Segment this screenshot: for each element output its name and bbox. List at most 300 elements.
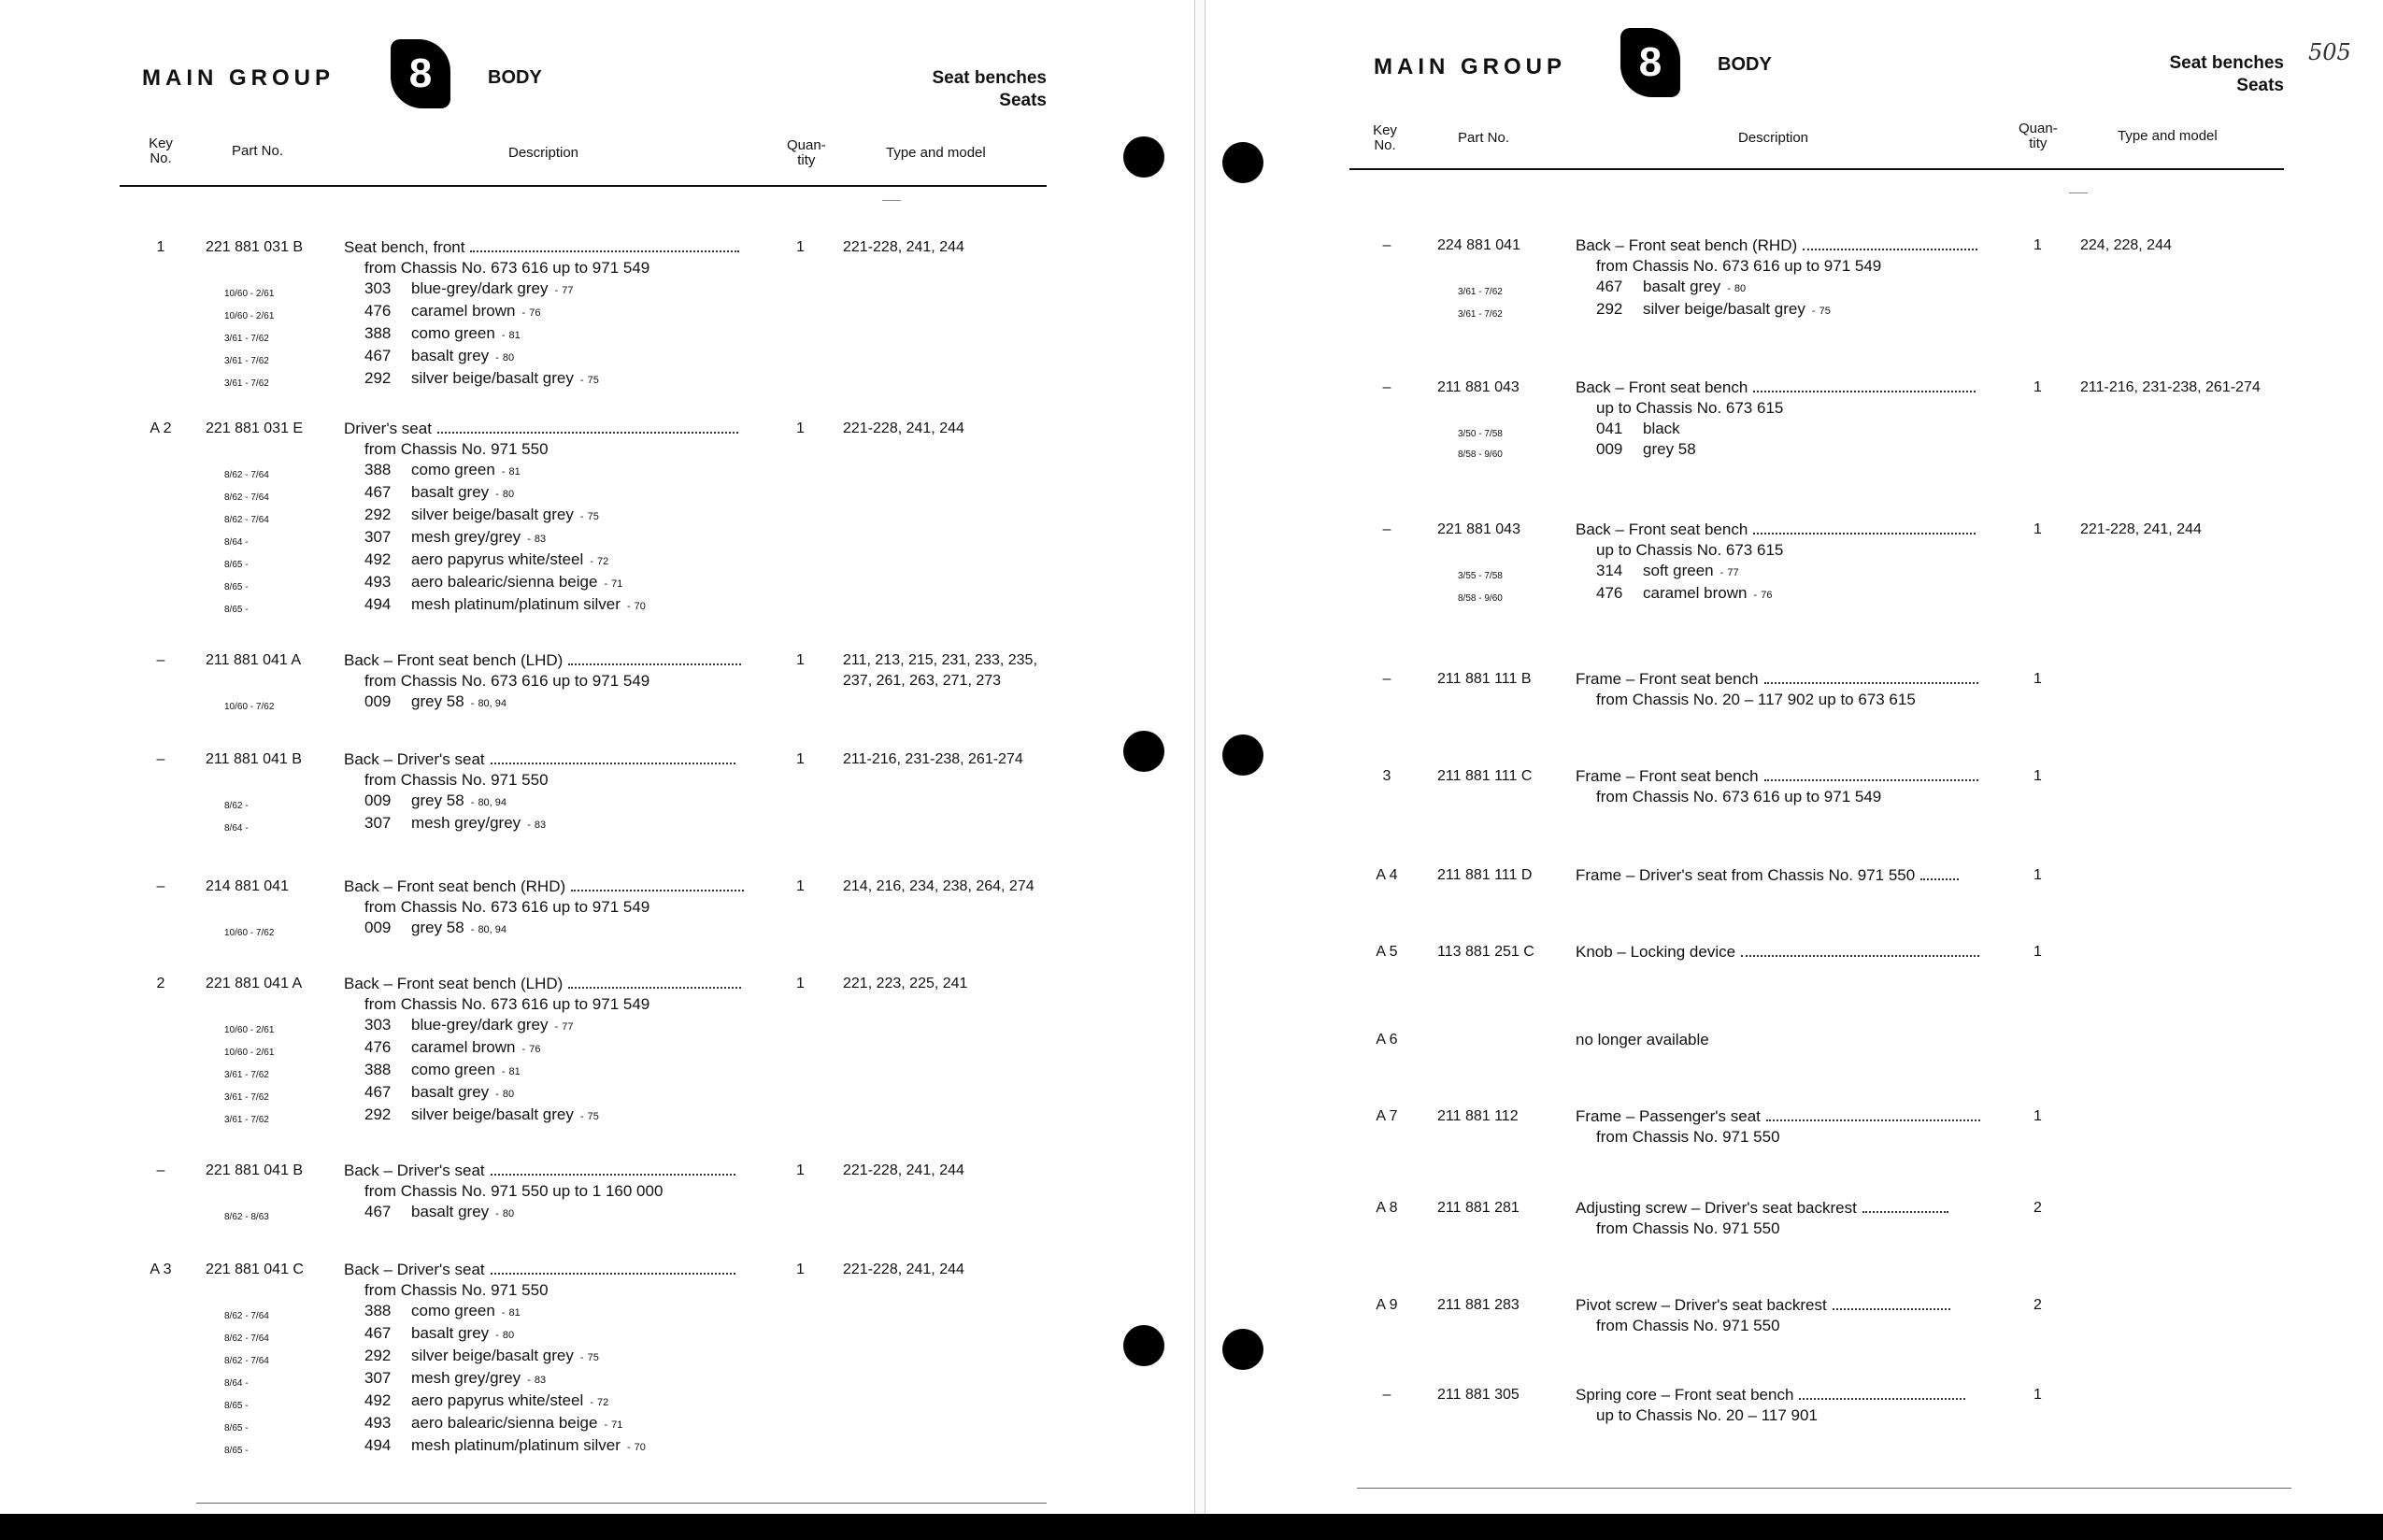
color-variant <box>224 482 768 505</box>
color-year-separator: - <box>498 466 506 478</box>
header-rule <box>1349 168 2284 170</box>
color-variant <box>1458 583 2002 606</box>
section-title-line: Seat benches <box>2169 53 2284 73</box>
part-description <box>1576 1385 2002 1426</box>
color-year: 81 <box>508 466 521 478</box>
description-text: Back – Front seat bench (RHD) <box>1576 236 1798 254</box>
color-code: 467 <box>364 1324 392 1342</box>
description-text: Back – Front seat bench <box>1576 520 1748 538</box>
color-variant <box>224 549 768 572</box>
leader-dots <box>491 1174 735 1176</box>
handwritten-page-number: 505 <box>2308 39 2351 65</box>
part-number: 221 881 041 A <box>206 976 303 991</box>
key-number: – <box>156 878 165 894</box>
color-year: 81 <box>508 1307 521 1319</box>
color-code: 303 <box>364 279 392 297</box>
color-year-separator: - <box>623 601 631 612</box>
color-year: 76 <box>1761 590 1773 601</box>
color-year: 75 <box>587 511 599 522</box>
key-number: A 6 <box>1376 1032 1398 1048</box>
part-number: 224 881 041 <box>1437 237 1520 253</box>
description-text: Pivot screw – Driver's seat backrest <box>1576 1296 1827 1314</box>
description-line <box>1576 520 2002 540</box>
key-number: A 5 <box>1376 944 1398 960</box>
leader-dots <box>1753 391 1976 392</box>
chassis-range: up to Chassis No. 673 615 <box>1596 541 1784 559</box>
color-name: aero papyrus white/steel <box>411 1391 584 1409</box>
quantity: 1 <box>796 1262 805 1277</box>
part-description <box>1576 1030 2002 1050</box>
variant-dates: 8/62 - 7/64 <box>224 1333 269 1344</box>
part-number: 211 881 111 C <box>1437 768 1533 784</box>
variant-dates: 10/60 - 2/61 <box>224 1048 275 1058</box>
variant-dates: 8/62 - 7/64 <box>224 1311 269 1321</box>
color-year-separator: - <box>1750 590 1758 601</box>
color-code: 292 <box>364 506 392 523</box>
description-line <box>344 1161 768 1181</box>
catalog-page-left <box>0 0 1194 1514</box>
color-variant <box>224 1390 768 1413</box>
color-year: 75 <box>587 1111 599 1122</box>
color-name: basalt grey <box>411 483 490 501</box>
color-variant <box>224 1346 768 1368</box>
leader-dots <box>1764 682 1979 684</box>
color-variant <box>1458 299 2002 321</box>
chassis-range: from Chassis No. 673 616 up to 971 549 <box>1596 257 1882 275</box>
color-variant <box>224 278 768 301</box>
variant-dates: 8/65 - <box>224 1401 249 1411</box>
key-number: 3 <box>1382 768 1391 784</box>
part-number: 221 881 031 B <box>206 239 304 255</box>
variant-dates: 8/64 - <box>224 1378 249 1389</box>
variant-dates: 3/61 - 7/62 <box>1458 287 1503 297</box>
color-code: 467 <box>364 1203 392 1220</box>
color-variant <box>224 346 768 368</box>
chassis-range: up to Chassis No. 673 615 <box>1596 399 1784 417</box>
color-code: 388 <box>364 324 392 342</box>
quantity: 1 <box>796 652 805 668</box>
color-variant <box>224 572 768 594</box>
leader-dots <box>491 763 735 764</box>
chassis-range: from Chassis No. 673 616 up to 971 549 <box>364 995 650 1013</box>
color-name: como green <box>411 1302 495 1319</box>
description-line <box>1576 1106 2002 1127</box>
color-variant <box>224 323 768 346</box>
chassis-range: from Chassis No. 673 616 up to 971 549 <box>364 672 650 690</box>
color-code: 467 <box>364 347 392 364</box>
color-variant <box>224 1323 768 1346</box>
part-number: 214 881 041 <box>206 878 289 894</box>
variant-dates: 8/58 - 9/60 <box>1458 449 1503 460</box>
description-line <box>1576 669 2002 690</box>
color-variant <box>224 1060 768 1082</box>
color-name: blue-grey/dark grey <box>411 279 549 297</box>
color-code: 009 <box>1596 440 1623 458</box>
quantity: 1 <box>796 878 805 894</box>
rule-tick <box>882 200 901 201</box>
part-description <box>1576 766 2002 807</box>
description-line <box>1576 1030 2002 1050</box>
key-number: A 3 <box>150 1262 172 1277</box>
description-line <box>1576 766 2002 787</box>
column-header-description: Description <box>1738 130 1809 146</box>
variant-dates: 3/61 - 7/62 <box>1458 309 1503 320</box>
part-description <box>1576 865 2002 886</box>
color-code: 307 <box>364 1369 392 1387</box>
leader-dots <box>1766 1119 1981 1121</box>
description-text: Adjusting screw – Driver's seat backrest <box>1576 1199 1857 1217</box>
color-variant <box>224 1082 768 1105</box>
footer-rule <box>196 1503 1047 1504</box>
type-and-model: 211-216, 231-238, 261-274 <box>843 751 1023 767</box>
description-text: Back – Front seat bench (RHD) <box>344 877 566 895</box>
color-name: grey 58 <box>411 791 464 809</box>
type-and-model: 214, 216, 234, 238, 264, 274 <box>843 878 1035 894</box>
color-name: mesh grey/grey <box>411 1369 521 1387</box>
color-code: 493 <box>364 1414 392 1432</box>
color-code: 009 <box>364 919 392 936</box>
color-variant <box>224 791 768 813</box>
variant-dates: 8/62 - 7/64 <box>224 492 269 503</box>
color-variant <box>1458 419 2002 439</box>
leader-dots <box>1920 878 1958 880</box>
description-text: Spring core – Front seat bench <box>1576 1386 1794 1404</box>
description-line <box>1576 1385 2002 1405</box>
section-title-line: Seats <box>999 91 1047 110</box>
part-number: 211 881 281 <box>1437 1200 1520 1216</box>
description-line <box>344 419 768 439</box>
variant-dates: 3/61 - 7/62 <box>224 1115 269 1125</box>
chassis-range: from Chassis No. 971 550 <box>364 771 549 789</box>
leader-dots <box>1764 779 1979 781</box>
quantity: 1 <box>796 239 805 255</box>
part-description <box>1576 1198 2002 1239</box>
color-year: 77 <box>562 285 574 296</box>
color-year: 83 <box>534 820 547 831</box>
key-number: – <box>1382 521 1391 537</box>
color-year-separator: - <box>551 285 559 296</box>
quantity: 1 <box>2033 671 2042 687</box>
color-year: 76 <box>529 1044 541 1055</box>
description-text: Knob – Locking device <box>1576 943 1736 961</box>
color-year-separator: - <box>577 375 584 386</box>
color-variant <box>224 527 768 549</box>
variant-dates: 3/55 - 7/58 <box>1458 571 1503 581</box>
color-name: basalt grey <box>411 1203 490 1220</box>
chassis-range: from Chassis No. 971 550 <box>364 440 549 458</box>
color-name: silver beige/basalt grey <box>411 506 574 523</box>
color-code: 492 <box>364 1391 392 1409</box>
color-year-separator: - <box>551 1021 559 1033</box>
key-number: 1 <box>156 239 165 255</box>
variant-dates: 10/60 - 7/62 <box>224 702 275 712</box>
part-number: 211 881 111 B <box>1437 671 1532 687</box>
description-text: Frame – Passenger's seat <box>1576 1107 1761 1125</box>
color-name: blue-grey/dark grey <box>411 1016 549 1034</box>
type-and-model: 221-228, 241, 244 <box>843 1162 964 1178</box>
color-year: 83 <box>534 1375 547 1386</box>
column-header-description: Description <box>508 145 579 161</box>
color-year: 80 <box>502 1330 515 1341</box>
chassis-range: from Chassis No. 673 616 up to 971 549 <box>1596 788 1882 806</box>
quantity: 1 <box>2033 1387 2042 1403</box>
color-name: mesh platinum/platinum silver <box>411 1436 621 1454</box>
part-number: 211 881 305 <box>1437 1387 1520 1403</box>
color-code: 494 <box>364 1436 392 1454</box>
leader-dots <box>568 663 741 665</box>
part-description <box>1576 669 2002 710</box>
description-text: Driver's seat <box>344 420 432 437</box>
leader-dots <box>1862 1211 1948 1213</box>
quantity: 1 <box>2033 521 2042 537</box>
description-line <box>344 237 768 258</box>
color-code: 494 <box>364 595 392 613</box>
color-variant <box>224 505 768 527</box>
part-number: 211 881 283 <box>1437 1297 1520 1313</box>
color-year: 77 <box>562 1021 574 1033</box>
color-variant <box>1458 439 2002 460</box>
chassis-range: from Chassis No. 971 550 up to 1 160 000 <box>364 1182 664 1200</box>
part-number: 221 881 041 B <box>206 1162 304 1178</box>
color-code: 314 <box>1596 562 1623 579</box>
chassis-range: from Chassis No. 971 550 <box>1596 1219 1780 1237</box>
punch-hole <box>1222 1329 1263 1370</box>
column-header-line: No. <box>150 150 172 166</box>
description-line <box>1576 1198 2002 1219</box>
color-code: 476 <box>364 302 392 320</box>
variant-dates: 10/60 - 7/62 <box>224 928 275 938</box>
quantity: 1 <box>2033 768 2042 784</box>
color-year: 81 <box>508 1066 521 1077</box>
color-year: 75 <box>587 375 599 386</box>
part-number: 221 881 031 E <box>206 421 304 436</box>
color-year-separator: - <box>524 1375 531 1386</box>
key-number: – <box>156 652 165 668</box>
header-rule <box>120 185 1047 187</box>
section-title <box>1985 52 2284 97</box>
main-group-heading: MAIN GROUP <box>1374 54 1566 79</box>
catalog-page-right <box>1206 0 2383 1514</box>
color-name: aero balearic/sienna beige <box>411 1414 598 1432</box>
color-year-separator: - <box>467 698 475 709</box>
color-year-separator: - <box>492 1208 499 1219</box>
column-header-part-no: Part No. <box>232 143 284 159</box>
variant-dates: 8/65 - <box>224 605 249 615</box>
column-header-part-no: Part No. <box>1458 130 1510 146</box>
color-year: 80 <box>502 1089 515 1100</box>
rule-tick <box>2069 192 2088 193</box>
color-name: black <box>1643 420 1680 437</box>
color-year: 83 <box>534 534 547 545</box>
column-header-line: tity <box>2029 135 2048 151</box>
color-year-separator: - <box>524 534 531 545</box>
leader-dots <box>491 1273 735 1275</box>
color-year: 80 <box>1734 283 1747 294</box>
type-and-model: 224, 228, 244 <box>2080 237 2172 253</box>
color-name: basalt grey <box>411 1083 490 1101</box>
color-code: 467 <box>364 1083 392 1101</box>
color-year-separator: - <box>1724 283 1731 294</box>
group-name: BODY <box>488 67 542 88</box>
variant-dates: 8/64 - <box>224 537 249 548</box>
variant-dates: 3/61 - 7/62 <box>224 1092 269 1103</box>
section-title <box>748 67 1047 112</box>
color-name: mesh grey/grey <box>411 814 521 832</box>
description-text: Seat bench, front <box>344 238 465 256</box>
variant-dates: 10/60 - 2/61 <box>224 311 275 321</box>
type-and-model: 211-216, 231-238, 261-274 <box>2080 379 2261 395</box>
color-variant <box>224 1413 768 1435</box>
leader-dots <box>568 987 741 989</box>
punch-hole <box>1222 142 1263 183</box>
color-year: 76 <box>529 307 541 319</box>
quantity: 1 <box>796 976 805 991</box>
variant-dates: 8/64 - <box>224 823 249 834</box>
column-header-line: Quan- <box>787 137 826 153</box>
binding-gutter <box>1194 0 1206 1514</box>
quantity: 2 <box>2033 1200 2042 1216</box>
quantity: 1 <box>2033 237 2042 253</box>
chassis-range: up to Chassis No. 20 – 117 901 <box>1596 1406 1818 1424</box>
color-year: 72 <box>597 556 609 567</box>
description-text: Frame – Front seat bench <box>1576 670 1759 688</box>
color-variant <box>224 1301 768 1323</box>
color-year: 80 <box>502 489 515 500</box>
part-number: 211 881 111 D <box>1437 867 1533 883</box>
color-year-separator: - <box>623 1442 631 1453</box>
key-number: A 8 <box>1376 1200 1398 1216</box>
color-year: 80 <box>502 352 515 364</box>
color-name: caramel brown <box>411 1038 516 1056</box>
color-name: aero papyrus white/steel <box>411 550 584 568</box>
description-line <box>1576 378 2002 398</box>
color-year: 70 <box>634 1442 646 1453</box>
quantity: 1 <box>2033 1108 2042 1124</box>
leader-dots <box>1753 533 1976 535</box>
color-code: 388 <box>364 1061 392 1078</box>
description-text: Back – Driver's seat <box>344 1261 485 1278</box>
color-year-separator: - <box>577 1111 584 1122</box>
part-number: 221 881 043 <box>1437 521 1520 537</box>
punch-hole <box>1222 734 1263 776</box>
color-variant <box>1458 561 2002 583</box>
color-year-separator: - <box>577 1352 584 1363</box>
color-variant <box>1458 277 2002 299</box>
color-code: 041 <box>1596 420 1623 437</box>
description-text: Frame – Driver's seat from Chassis No. 971 550 <box>1576 866 1916 884</box>
description-line <box>344 1260 768 1280</box>
column-header-key-no <box>1366 123 1404 153</box>
color-variant <box>224 1368 768 1390</box>
color-variant <box>224 460 768 482</box>
color-code: 467 <box>1596 278 1623 295</box>
color-year-separator: - <box>587 556 594 567</box>
color-name: grey 58 <box>411 919 464 936</box>
color-code: 307 <box>364 814 392 832</box>
color-variant <box>224 692 768 714</box>
chassis-range: from Chassis No. 673 616 up to 971 549 <box>364 259 650 277</box>
color-year: 71 <box>611 1419 623 1431</box>
column-header-type-model: Type and model <box>886 145 986 161</box>
color-year-separator: - <box>498 330 506 341</box>
color-year-separator: - <box>467 797 475 808</box>
key-number: – <box>156 1162 165 1178</box>
part-description <box>1576 1106 2002 1148</box>
group-number-badge: 8 <box>1620 28 1680 97</box>
color-code: 009 <box>364 692 392 710</box>
color-name: soft green <box>1643 562 1714 579</box>
color-name: aero balearic/sienna beige <box>411 573 598 591</box>
quantity: 1 <box>796 751 805 767</box>
color-name: silver beige/basalt grey <box>411 1347 574 1364</box>
color-year-separator: - <box>601 578 608 590</box>
type-and-model: 221-228, 241, 244 <box>843 421 964 436</box>
quantity: 1 <box>2033 944 2042 960</box>
key-number: – <box>156 751 165 767</box>
type-and-model: 211, 213, 215, 231, 233, 235, 237, 261, 263, 271, 273 <box>843 652 1037 689</box>
color-name: grey 58 <box>411 692 464 710</box>
part-number: 211 881 043 <box>1437 379 1520 395</box>
leader-dots <box>1803 249 1977 250</box>
color-code: 388 <box>364 461 392 478</box>
variant-dates: 8/65 - <box>224 1423 249 1433</box>
color-name: basalt grey <box>411 1324 490 1342</box>
variant-dates: 8/65 - <box>224 1446 249 1456</box>
color-name: silver beige/basalt grey <box>411 369 574 387</box>
part-number: 211 881 041 B <box>206 751 302 767</box>
column-header-line: Quan- <box>2019 121 2058 136</box>
color-variant <box>224 813 768 835</box>
key-number: – <box>1382 671 1391 687</box>
color-code: 292 <box>364 1347 392 1364</box>
color-code: 292 <box>364 369 392 387</box>
color-name: caramel brown <box>1643 584 1748 602</box>
color-variant <box>224 1105 768 1127</box>
color-name: mesh platinum/platinum silver <box>411 595 621 613</box>
color-variant <box>224 368 768 391</box>
column-header-key-no <box>142 136 179 166</box>
description-line <box>344 877 768 897</box>
key-number: – <box>1382 237 1391 253</box>
column-header-line: Key <box>1373 122 1397 138</box>
quantity: 1 <box>2033 867 2042 883</box>
color-year-separator: - <box>492 352 499 364</box>
section-title-line: Seats <box>2236 76 2284 95</box>
color-name: basalt grey <box>411 347 490 364</box>
chassis-range: from Chassis No. 20 – 117 902 up to 673 615 <box>1596 691 1916 708</box>
color-year-separator: - <box>498 1066 506 1077</box>
color-year: 80, 94 <box>478 698 507 709</box>
chassis-range: from Chassis No. 971 550 <box>364 1281 549 1299</box>
footer-rule <box>1357 1488 2291 1489</box>
leader-dots <box>1833 1308 1950 1310</box>
column-header-line: Key <box>149 135 173 151</box>
color-year: 81 <box>508 330 521 341</box>
description-text: no longer available <box>1576 1031 1709 1048</box>
variant-dates: 3/61 - 7/62 <box>224 356 269 366</box>
column-header-line: No. <box>1374 137 1396 153</box>
color-code: 388 <box>364 1302 392 1319</box>
color-year-separator: - <box>601 1419 608 1431</box>
color-year: 75 <box>1819 306 1831 317</box>
variant-dates: 8/65 - <box>224 582 249 592</box>
variant-dates: 8/62 - 7/64 <box>224 515 269 525</box>
key-number: A 2 <box>150 421 172 436</box>
type-and-model: 221-228, 241, 244 <box>843 239 964 255</box>
color-name: caramel brown <box>411 302 516 320</box>
color-name: como green <box>411 1061 495 1078</box>
color-code: 493 <box>364 573 392 591</box>
